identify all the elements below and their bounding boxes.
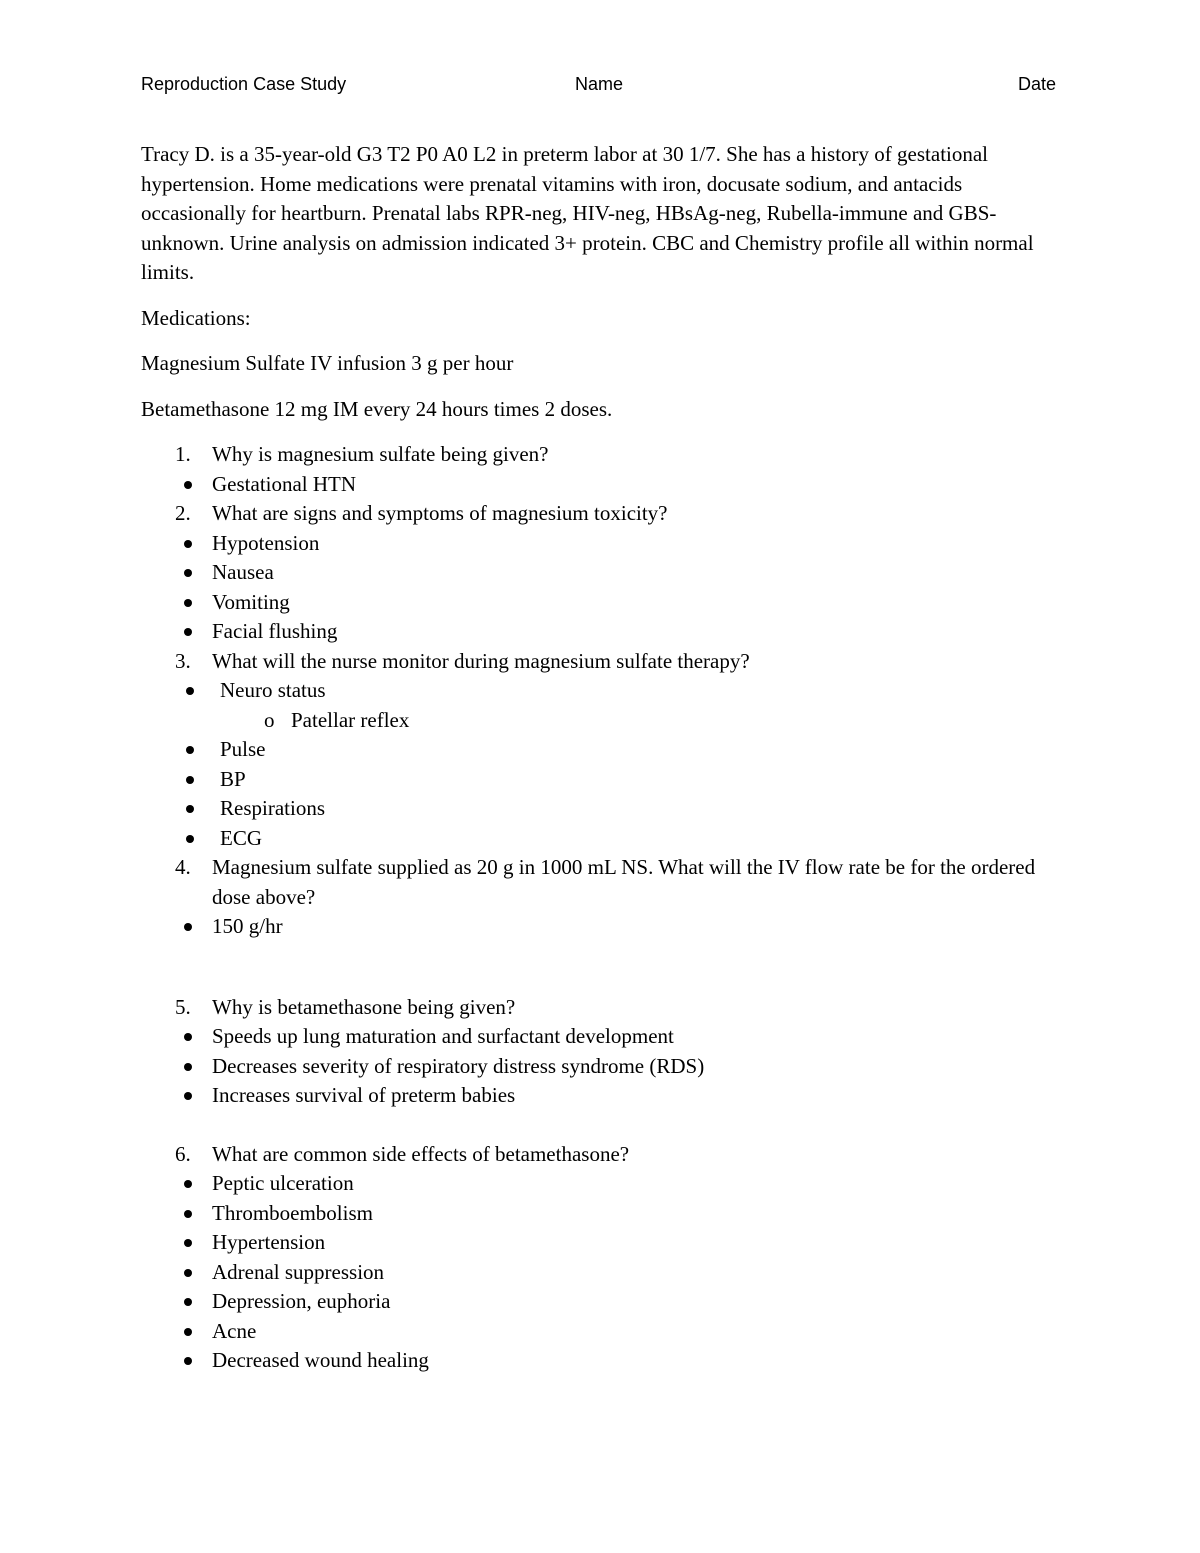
answer-list <box>141 529 1061 647</box>
question-text: Why is betamethasone being given? <box>212 994 516 1019</box>
document-body <box>141 140 1061 1376</box>
answer-item: Peptic ulceration <box>141 1169 1061 1199</box>
question-item <box>141 499 1061 529</box>
sub-answer-list <box>220 706 1061 736</box>
answer-item: Acne <box>141 1317 1061 1347</box>
answer-item: Adrenal suppression <box>141 1258 1061 1288</box>
medication-item: Magnesium Sulfate IV infusion 3 g per hour <box>141 351 514 375</box>
answer-text: Neuro status <box>220 678 326 702</box>
question-text: What will the nurse monitor during magnesium sulfate therapy? <box>212 648 750 673</box>
answer-list <box>141 470 1061 500</box>
question-text: What are signs and symptoms of magnesium toxicity? <box>212 501 668 525</box>
question-item <box>141 647 1061 677</box>
answer-item: Respirations <box>141 794 1061 824</box>
answer-item: Vomiting <box>141 588 1061 618</box>
answer-item: Hypotension <box>141 529 1061 559</box>
answer-item: Decreased wound healing <box>141 1346 1061 1376</box>
answer-item <box>141 676 1061 735</box>
question-item <box>141 1140 1061 1170</box>
question-item <box>141 440 1061 470</box>
answer-item: Depression, euphoria <box>141 1287 1061 1317</box>
question-item <box>141 993 1061 1023</box>
question-list <box>141 440 1061 1376</box>
answer-list <box>141 676 1061 853</box>
header-title: Reproduction Case Study <box>141 74 347 94</box>
question-number: 3. <box>175 648 191 673</box>
header-name-label: Name <box>575 74 624 94</box>
question-text: What are common side effects of betamethasone? <box>212 1141 630 1166</box>
question-number: 4. <box>175 855 191 879</box>
answer-item: Thromboembolism <box>141 1199 1061 1229</box>
answer-item: BP <box>141 765 1061 795</box>
question-item <box>141 853 1061 912</box>
question-number: 5. <box>175 994 191 1019</box>
answer-item: Nausea <box>141 558 1061 588</box>
answer-item: Increases survival of preterm babies <box>141 1081 1061 1111</box>
answer-list <box>141 912 1061 942</box>
question-text: Why is magnesium sulfate being given? <box>212 442 549 466</box>
sub-answer-item: o Patellar reflex <box>220 706 1061 736</box>
question-text: Magnesium sulfate supplied as 20 g in 1000 mL NS. What will the IV flow rate be for the ordered dose above? <box>212 855 1036 909</box>
question-number: 1. <box>175 442 191 466</box>
answer-item: Speeds up lung maturation and surfactant development <box>141 1022 1061 1052</box>
answer-item: Facial flushing <box>141 617 1061 647</box>
question-number: 6. <box>175 1141 191 1166</box>
medications-heading: Medications: <box>141 305 251 330</box>
medication-item: Betamethasone 12 mg IM every 24 hours times 2 doses. <box>141 396 613 421</box>
case-intro: Tracy D. is a 35-year-old G3 T2 P0 A0 L2 in preterm labor at 30 1/7. She has a history of gestational hypertension. Home medications were prenatal vitamins with iron, docusate sodium, and antacids occasionally for heartburn. Prenatal labs RPR-neg, HIV-neg, HBsAg-neg, Rubella-immune and GBS-unknown. Urine analysis on admission indicated 3+ protein. CBC and Chemistry profile all within normal limits. <box>141 142 1034 284</box>
answer-item: ECG <box>141 824 1061 854</box>
answer-item: Decreases severity of respiratory distress syndrome (RDS) <box>141 1052 1061 1082</box>
question-number: 2. <box>175 501 191 525</box>
header-date-label: Date <box>1018 74 1057 94</box>
answer-item: Gestational HTN <box>141 470 1061 500</box>
answer-list <box>141 1022 1061 1111</box>
answer-list <box>141 1169 1061 1376</box>
answer-item: 150 g/hr <box>141 912 1061 942</box>
answer-item: Pulse <box>141 735 1061 765</box>
answer-item: Hypertension <box>141 1228 1061 1258</box>
